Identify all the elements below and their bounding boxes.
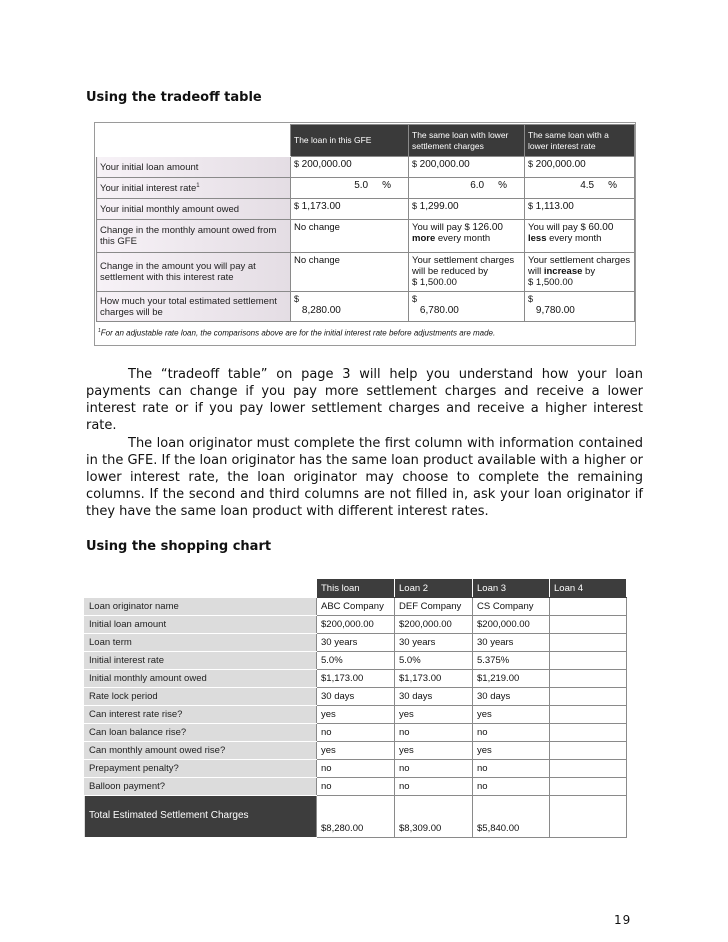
shopping-cell: 30 years <box>473 634 550 652</box>
cell: 6.0 % <box>409 178 525 199</box>
shopping-row <box>85 760 627 778</box>
shopping-cell: $200,000.00 <box>395 616 473 634</box>
shopping-row-label: Can loan balance rise? <box>85 724 317 742</box>
cell: $ 8,280.00 <box>291 292 409 322</box>
tradeoff-table <box>94 122 636 346</box>
shopping-cell: 30 years <box>317 634 395 652</box>
shopping-cell: no <box>395 724 473 742</box>
shopping-cell: $200,000.00 <box>317 616 395 634</box>
tradeoff-header-row <box>97 125 635 157</box>
shopping-cell: $1,173.00 <box>317 670 395 688</box>
tradeoff-header-blank <box>97 125 291 157</box>
shopping-chart <box>84 578 626 838</box>
row-label: Your initial loan amount <box>97 157 291 178</box>
shopping-cell <box>550 742 627 760</box>
shopping-cell: no <box>317 724 395 742</box>
shopping-cell <box>550 778 627 796</box>
shopping-row <box>85 616 627 634</box>
shopping-cell: no <box>317 778 395 796</box>
cell: No change <box>291 253 409 292</box>
shopping-row-label: Initial interest rate <box>85 652 317 670</box>
section-title-shopping: Using the shopping chart <box>86 539 272 554</box>
shopping-header-loan-2: Loan 2 <box>395 579 473 598</box>
tradeoff-row-change-monthly <box>97 220 635 253</box>
tradeoff-row-interest-rate <box>97 178 635 199</box>
cell: $ 1,113.00 <box>525 199 635 220</box>
shopping-row <box>85 670 627 688</box>
shopping-cell <box>550 760 627 778</box>
shopping-cell: 30 days <box>473 688 550 706</box>
shopping-header-loan-4: Loan 4 <box>550 579 627 598</box>
shopping-cell: no <box>473 778 550 796</box>
shopping-cell: 5.0% <box>317 652 395 670</box>
total-cell: $5,840.00 <box>473 796 550 838</box>
shopping-cell: 30 days <box>395 688 473 706</box>
paragraph-originator: The loan originator must complete the first column with information contained in the GFE. If the loan originator has the same loan product available with a higher or lower interest rate, the loan originator may choose to complete the remaining columns. If the second and third columns are not filled in, ask your loan originator if they have the same loan product with different interest rates. <box>86 436 643 519</box>
tradeoff-row-loan-amount <box>97 157 635 178</box>
shopping-row <box>85 688 627 706</box>
shopping-cell: no <box>473 724 550 742</box>
shopping-cell: ABC Company <box>317 598 395 616</box>
tradeoff-header-lower-rate: The same loan with a lower interest rate <box>525 125 635 157</box>
shopping-cell: no <box>473 760 550 778</box>
tradeoff-row-monthly-owed <box>97 199 635 220</box>
shopping-row <box>85 706 627 724</box>
cell: $ 200,000.00 <box>291 157 409 178</box>
row-label: Change in the amount you will pay at settlement with this interest rate <box>97 253 291 292</box>
shopping-header-row <box>85 579 627 598</box>
shopping-row-label: Balloon payment? <box>85 778 317 796</box>
shopping-cell: 30 years <box>395 634 473 652</box>
cell: You will pay $ 60.00 less every month <box>525 220 635 253</box>
page-number: 19 <box>614 913 632 927</box>
shopping-cell: no <box>395 760 473 778</box>
tradeoff-footnote: $^1$For an adjustable rate loan, the comparisons above are for the initial interest rate before adjustments are made. <box>98 328 496 338</box>
cell: $ 1,173.00 <box>291 199 409 220</box>
shopping-row-label: Initial monthly amount owed <box>85 670 317 688</box>
shopping-cell <box>550 724 627 742</box>
cell: Your settlement charges will be reduced by $ 1,500.00 <box>409 253 525 292</box>
shopping-row <box>85 742 627 760</box>
shopping-header-loan-3: Loan 3 <box>473 579 550 598</box>
shopping-row <box>85 778 627 796</box>
shopping-cell: yes <box>317 706 395 724</box>
cell: $ 1,299.00 <box>409 199 525 220</box>
cell: You will pay $ 126.00 more every month <box>409 220 525 253</box>
tradeoff-header-gfe: The loan in this GFE <box>291 125 409 157</box>
shopping-cell <box>550 688 627 706</box>
shopping-cell <box>550 652 627 670</box>
shopping-body <box>85 598 627 796</box>
total-cell: $8,309.00 <box>395 796 473 838</box>
cell: $ 200,000.00 <box>525 157 635 178</box>
cell: $ 9,780.00 <box>525 292 635 322</box>
row-label: Your initial monthly amount owed <box>97 199 291 220</box>
shopping-cell: 5.375% <box>473 652 550 670</box>
shopping-row-label: Loan term <box>85 634 317 652</box>
shopping-row <box>85 652 627 670</box>
row-label: Change in the monthly amount owed from this GFE <box>97 220 291 253</box>
total-cell: $8,280.00 <box>317 796 395 838</box>
shopping-cell: no <box>395 778 473 796</box>
shopping-cell: CS Company <box>473 598 550 616</box>
shopping-cell <box>550 670 627 688</box>
shopping-cell: yes <box>395 742 473 760</box>
cell: Your settlement charges will increase by $ 1,500.00 <box>525 253 635 292</box>
shopping-total-row <box>85 796 627 838</box>
shopping-cell: 5.0% <box>395 652 473 670</box>
shopping-cell <box>550 598 627 616</box>
tradeoff-header-lower-charges: The same loan with lower settlement charges <box>409 125 525 157</box>
cell: $ 200,000.00 <box>409 157 525 178</box>
shopping-row <box>85 598 627 616</box>
shopping-cell: $1,219.00 <box>473 670 550 688</box>
shopping-header-blank <box>85 579 317 598</box>
cell: 5.0 % <box>291 178 409 199</box>
shopping-cell <box>550 616 627 634</box>
shopping-row-label: Prepayment penalty? <box>85 760 317 778</box>
cell: $ 6,780.00 <box>409 292 525 322</box>
shopping-row-label: Can interest rate rise? <box>85 706 317 724</box>
cell: 4.5 % <box>525 178 635 199</box>
shopping-cell: yes <box>473 706 550 724</box>
shopping-cell: $200,000.00 <box>473 616 550 634</box>
section-title-tradeoff: Using the tradeoff table <box>86 90 262 105</box>
tradeoff-row-change-settlement <box>97 253 635 292</box>
shopping-row <box>85 634 627 652</box>
cell: No change <box>291 220 409 253</box>
shopping-header-this-loan: This loan <box>317 579 395 598</box>
shopping-cell: DEF Company <box>395 598 473 616</box>
total-cell <box>550 796 627 838</box>
shopping-cell: $1,173.00 <box>395 670 473 688</box>
shopping-cell <box>550 634 627 652</box>
shopping-row-label: Initial loan amount <box>85 616 317 634</box>
shopping-cell <box>550 706 627 724</box>
shopping-row-label: Loan originator name <box>85 598 317 616</box>
row-label: Your initial interest rate$^1$ <box>97 178 291 199</box>
paragraph-tradeoff: The “tradeoff table” on page 3 will help you understand how your loan payments can change if you pay more settlement charges and receive a lower interest rate or if you pay lower settlement charges and receive a higher interest rate. <box>86 367 643 433</box>
shopping-cell: 30 days <box>317 688 395 706</box>
total-label: Total Estimated Settlement Charges <box>85 796 317 838</box>
tradeoff-row-total-settlement <box>97 292 635 322</box>
shopping-cell: yes <box>473 742 550 760</box>
shopping-row <box>85 724 627 742</box>
shopping-row-label: Can monthly amount owed rise? <box>85 742 317 760</box>
shopping-cell: yes <box>395 706 473 724</box>
row-label: How much your total estimated settlement charges will be <box>97 292 291 322</box>
shopping-cell: no <box>317 760 395 778</box>
shopping-row-label: Rate lock period <box>85 688 317 706</box>
shopping-cell: yes <box>317 742 395 760</box>
